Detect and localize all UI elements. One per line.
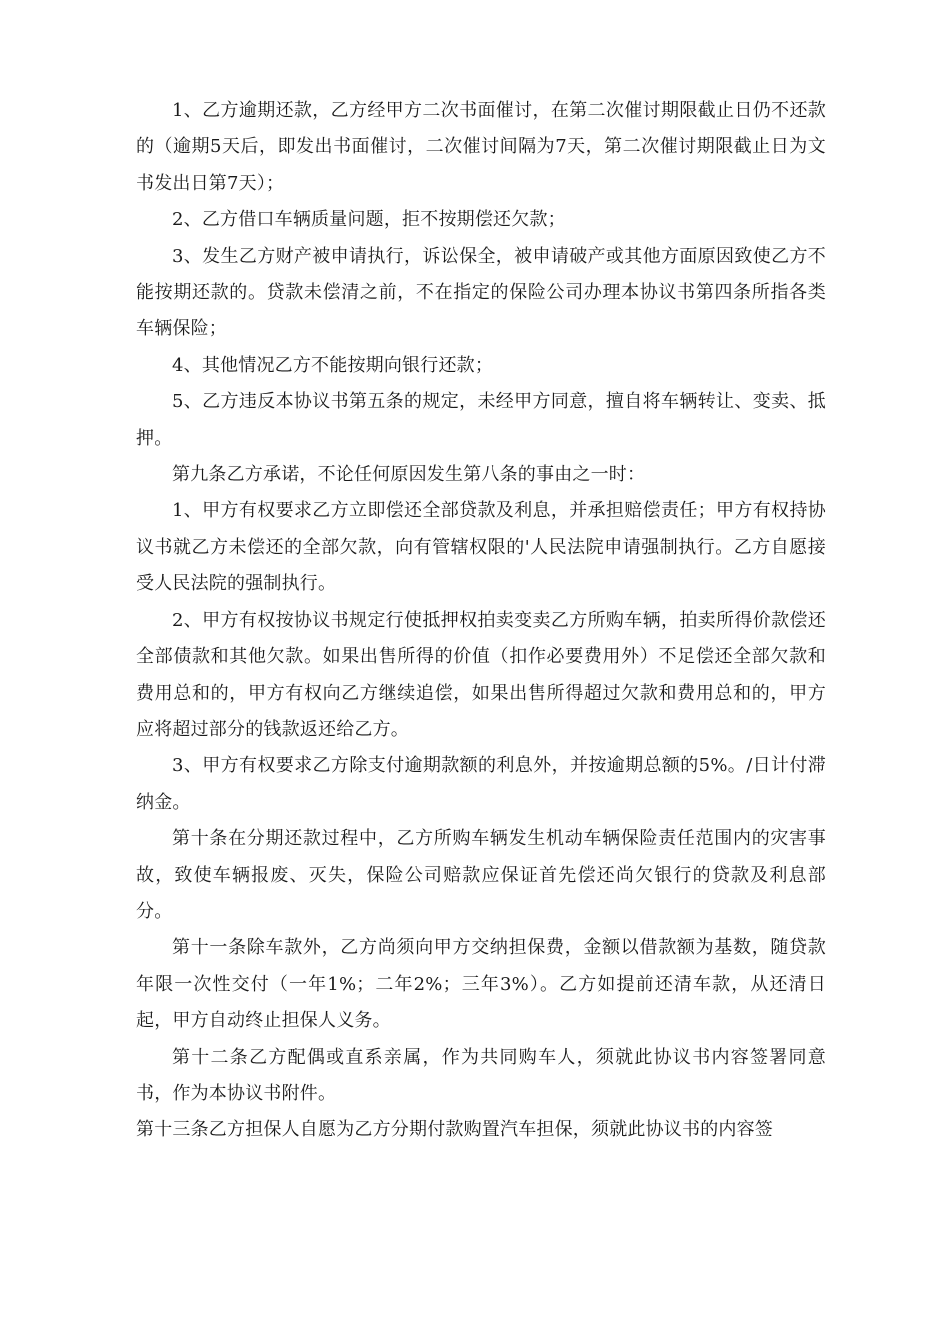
paragraph-13: 第十三条乙方担保人自愿为乙方分期付款购置汽车担保，须就此协议书的内容签: [136, 1119, 773, 1141]
paragraph-1: 1、乙方逾期还款，乙方经甲方二次书面催讨，在第二次催讨期限截止日仍不还款的（逾期5天后，即发出书面催讨，二次催讨间隔为7天，第二次催讨期限截止日为文书发出日第7天）；: [136, 100, 826, 194]
paragraph-9: 3、甲方有权要求乙方除支付逾期款额的利息外，并按逾期总额的5%。/日计付滞纳金。: [136, 755, 826, 813]
paragraph-4: 4、其他情况乙方不能按期向银行还款；: [172, 354, 494, 376]
paragraph-8: 2、甲方有权按协议书规定行使抵押权拍卖变卖乙方所购车辆，拍卖所得价款偿还全部债款和其他欠款。如果出售所得的价值（扣作必要费用外）不足偿还全部欠款和费用总和的，甲方有权向乙方继续追偿，如果出售所得超过欠款和费用总和的，甲方应将超过部分的钱款返还给乙方。: [136, 609, 826, 740]
paragraph-10: 第十条在分期还款过程中，乙方所购车辆发生机动车辆保险责任范围内的灾害事故，致使车辆报废、灭失，保险公司赔款应保证首先偿还尚欠银行的贷款及利息部分。: [136, 828, 826, 922]
paragraph-12: 第十二条乙方配偶或直系亲属，作为共同购车人，须就此协议书内容签署同意书，作为本协议书附件。: [136, 1046, 826, 1104]
paragraph-7: 1、甲方有权要求乙方立即偿还全部贷款及利息，并承担赔偿责任；甲方有权持协议书就乙方未偿还的全部欠款，向有管辖权限的'人民法院申请强制执行。乙方自愿接受人民法院的强制执行。: [136, 500, 826, 595]
document-body: [136, 93, 826, 1149]
paragraph-5: 5、乙方违反本协议书第五条的规定，未经甲方同意，擅自将车辆转让、变卖、抵押。: [136, 391, 826, 449]
paragraph-3: 3、发生乙方财产被申请执行，诉讼保全，被申请破产或其他方面原因致使乙方不能按期还款的。贷款未偿清之前，不在指定的保险公司办理本协议书第四条所指各类车辆保险；: [136, 245, 826, 340]
paragraph-2: 2、乙方借口车辆质量问题，拒不按期偿还欠款；: [172, 209, 566, 231]
paragraph-11: 第十一条除车款外，乙方尚须向甲方交纳担保费，金额以借款额为基数，随贷款年限一次性交付（一年1%；二年2%；三年3%）。乙方如提前还清车款，从还清日起，甲方自动终止担保人义务。: [136, 937, 826, 1032]
paragraph-6: 第九条乙方承诺，不论任何原因发生第八条的事由之一时：: [172, 464, 646, 486]
